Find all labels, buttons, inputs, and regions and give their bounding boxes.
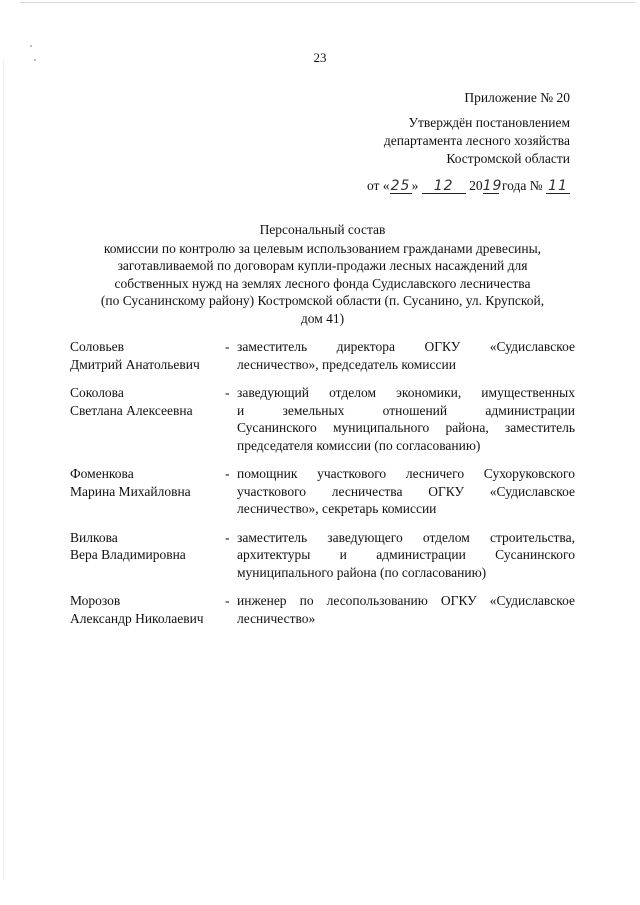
role-line: и земельных отношений администрации (237, 402, 575, 418)
approval-date-line (367, 177, 570, 195)
title-main: Персональный состав (259, 222, 386, 237)
document-title (60, 221, 585, 327)
member-given-name: Марина Михайловна (70, 483, 191, 499)
approval-block (367, 89, 570, 195)
role-line: лесничество» (237, 610, 316, 626)
scan-dot (30, 45, 32, 47)
member-role (237, 338, 575, 373)
date-day-handwritten: 25 (390, 178, 411, 194)
role-line: заместитель заведующего отделом строительства, (237, 529, 575, 545)
year-suffix-handwritten: 19 (482, 178, 503, 194)
member-dash: - (225, 385, 230, 400)
role-line: архитектуры и администрации Сусанинского (237, 547, 575, 562)
date-month-handwritten: 12 (422, 179, 466, 194)
decree-number-handwritten: 11 (546, 179, 570, 194)
member-row (70, 529, 575, 582)
date-prefix: от « (366, 178, 390, 193)
member-row (70, 338, 575, 373)
member-given-name: Дмитрий Анатольевич (70, 356, 200, 372)
role-line: заведующий отделом экономики, имущественных (237, 385, 575, 400)
member-given-name: Вера Владимировна (70, 547, 186, 562)
member-row (70, 384, 575, 454)
member-surname: Соколова (70, 385, 124, 400)
member-dash: - (225, 466, 230, 481)
member-name (70, 592, 225, 627)
approval-line-1: Утверждён постановлением (408, 115, 570, 130)
scan-edge-left (3, 60, 4, 880)
member-role (237, 592, 575, 627)
role-line: Сусанинского муниципального района, заместитель (237, 420, 575, 435)
member-dash: - (225, 593, 230, 608)
role-line: лесничество», председатель комиссии (237, 356, 456, 372)
member-row (70, 592, 575, 627)
member-row (70, 465, 575, 518)
member-role (237, 384, 575, 454)
title-line: дом 41) (300, 310, 345, 326)
member-surname: Фоменкова (70, 466, 134, 481)
scan-edge-top (20, 2, 635, 3)
member-dash: - (225, 529, 230, 545)
member-surname: Соловьев (70, 339, 124, 354)
member-surname: Морозов (70, 593, 121, 608)
member-given-name: Светлана Алексеевна (70, 402, 193, 418)
year-prefix: 20 (469, 178, 483, 193)
title-line: заготавливаемой по договорам купли-продажи лесных насаждений для (117, 258, 528, 273)
annex-label: Приложение № 20 (464, 90, 570, 105)
member-name (70, 529, 225, 564)
title-line: собственных нужд на землях лесного фонда Судиславского лесничества (114, 275, 531, 291)
member-surname: Вилкова (70, 529, 118, 545)
title-line: комиссии по контролю за целевым использованием гражданами древесины, (103, 240, 542, 256)
role-line: помощник участкового лесничего Сухоруковского (237, 466, 575, 481)
member-role (237, 529, 575, 582)
role-line: участкового лесничества ОГКУ «Судиславское (237, 483, 575, 499)
member-name (70, 384, 225, 419)
member-role (237, 465, 575, 518)
member-dash: - (225, 339, 230, 354)
role-line: заместитель директора ОГКУ «Судиславское (237, 339, 575, 354)
role-line: председателя комиссии (по согласованию) (237, 437, 481, 453)
page-number: 23 (313, 50, 327, 65)
member-name (70, 338, 225, 373)
date-quote-close: » (411, 178, 419, 193)
members-list (70, 338, 575, 627)
member-given-name: Александр Николаевич (70, 610, 204, 626)
role-line: муниципального района (по согласованию) (237, 564, 487, 580)
role-line: лесничество», секретарь комиссии (237, 501, 437, 516)
member-name (70, 465, 225, 500)
role-line: инженер по лесопользованию ОГКУ «Судиславское (237, 593, 575, 608)
approval-line-2: департамента лесного хозяйства (383, 133, 570, 148)
title-line: (по Сусанинскому району) Костромской области (п. Сусанино, ул. Крупской, (100, 293, 545, 308)
approval-line-3: Костромской области (446, 151, 570, 166)
year-word: года № (501, 178, 543, 193)
